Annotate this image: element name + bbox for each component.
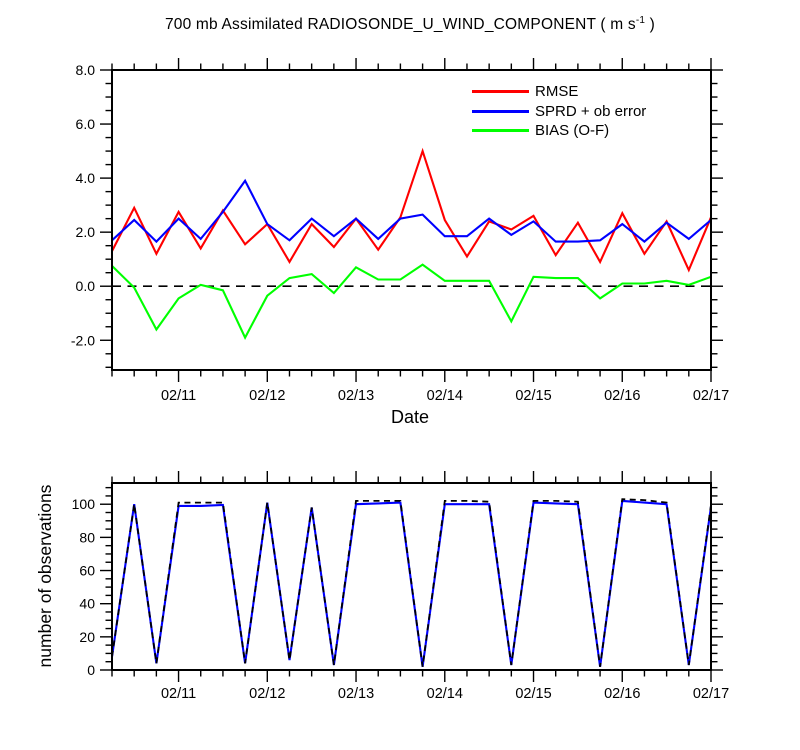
y-tick-label: 0.0 bbox=[75, 278, 95, 295]
x-tick-label: 02/12 bbox=[249, 686, 286, 702]
y-tick-label: 40 bbox=[79, 595, 95, 612]
x-tick-label: 02/16 bbox=[604, 388, 641, 404]
y-axis-title-observations: number of observations bbox=[35, 484, 55, 668]
legend-item bbox=[472, 122, 646, 142]
obs-count-ticks bbox=[100, 471, 723, 682]
y-tick-label: 20 bbox=[79, 628, 95, 645]
chart-title-close: ) bbox=[645, 16, 656, 34]
y-tick-label: 80 bbox=[79, 529, 95, 546]
rmse-line bbox=[112, 151, 711, 270]
chart-title bbox=[60, 15, 760, 34]
y-tick-label: 100 bbox=[71, 496, 95, 513]
legend bbox=[472, 83, 646, 142]
sprd-ob-error-line bbox=[112, 181, 711, 242]
legend-item bbox=[472, 103, 646, 123]
y-tick-label: 6.0 bbox=[75, 116, 95, 133]
x-tick-label: 02/13 bbox=[337, 686, 375, 702]
legend-label: BIAS (O-F) bbox=[535, 122, 610, 140]
x-tick-label: 02/17 bbox=[692, 686, 730, 702]
x-axis-title: Date bbox=[390, 407, 430, 427]
x-tick-label: 02/17 bbox=[692, 388, 730, 404]
chart-title-text: 700 mb Assimilated RADIOSONDE_U_WIND_COMPONENT ( m s bbox=[164, 16, 636, 34]
y-tick-label: 2.0 bbox=[75, 224, 95, 241]
x-tick-label: 02/15 bbox=[515, 686, 552, 702]
x-tick-label: 02/14 bbox=[426, 686, 463, 702]
x-tick-label: 02/12 bbox=[249, 388, 286, 404]
x-tick-label: 02/16 bbox=[604, 686, 641, 702]
x-tick-label: 02/14 bbox=[426, 388, 463, 404]
legend-line-swatch bbox=[472, 110, 529, 113]
legend-line-swatch bbox=[472, 129, 529, 132]
y-tick-label: -2.0 bbox=[70, 332, 95, 349]
y-tick-label: 60 bbox=[79, 562, 95, 579]
legend-label: SPRD + ob error bbox=[535, 102, 647, 120]
x-tick-label: 02/11 bbox=[160, 388, 197, 404]
chart-title-superscript: -1 bbox=[635, 15, 646, 26]
x-tick-label: 02/15 bbox=[515, 388, 552, 404]
x-tick-label: 02/11 bbox=[160, 686, 197, 702]
observations-total-line bbox=[112, 499, 711, 667]
y-tick-label: 4.0 bbox=[75, 170, 95, 187]
bias-o-f--line bbox=[112, 265, 711, 338]
legend-label: RMSE bbox=[535, 83, 579, 100]
x-tick-label: 02/13 bbox=[337, 388, 375, 404]
y-tick-label: 8.0 bbox=[75, 62, 95, 78]
legend-item bbox=[472, 83, 646, 103]
y-tick-label: 0 bbox=[87, 662, 95, 678]
legend-line-swatch bbox=[472, 90, 529, 93]
